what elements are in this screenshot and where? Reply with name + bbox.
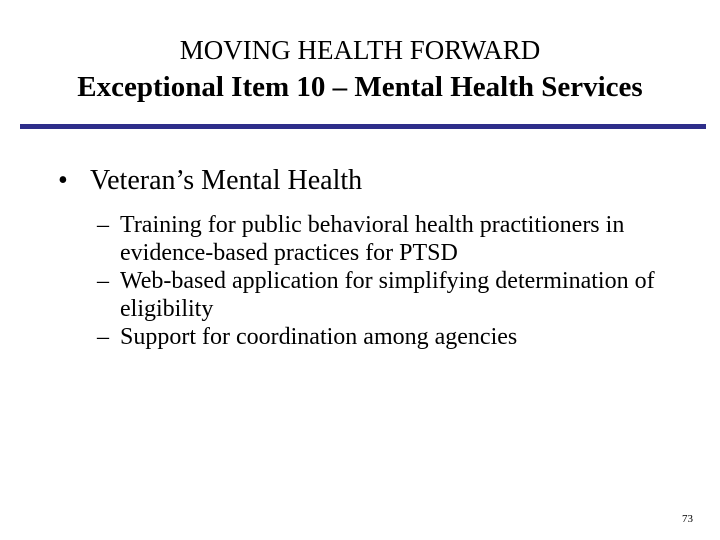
- sub-bullet-text: Support for coordination among agencies: [120, 324, 518, 350]
- title-line-2: Exceptional Item 10 – Mental Health Services: [77, 71, 643, 103]
- dash-marker: –: [97, 268, 109, 294]
- sub-bullet-item: [58, 323, 658, 351]
- dash-marker: –: [97, 324, 109, 350]
- sub-bullet-item: [58, 267, 658, 323]
- sub-bullet-item: [58, 211, 658, 267]
- title-divider: [20, 124, 706, 129]
- sub-bullet-text: Training for public behavioral health practitioners in evidence-based practices for PTSD: [120, 212, 625, 266]
- sub-bullet-list: [58, 211, 658, 351]
- sub-bullet-text: Web-based application for simplifying determination of eligibility: [120, 268, 655, 322]
- bullet-marker: •: [58, 165, 68, 196]
- bullet-text: Veteran’s Mental Health: [90, 165, 363, 196]
- dash-marker: –: [97, 212, 109, 238]
- page-number: 73: [682, 513, 693, 525]
- title-line-1: MOVING HEALTH FORWARD: [179, 35, 541, 65]
- slide-title: [0, 34, 720, 105]
- bullet-list: [58, 163, 698, 199]
- bullet-item: [58, 163, 698, 199]
